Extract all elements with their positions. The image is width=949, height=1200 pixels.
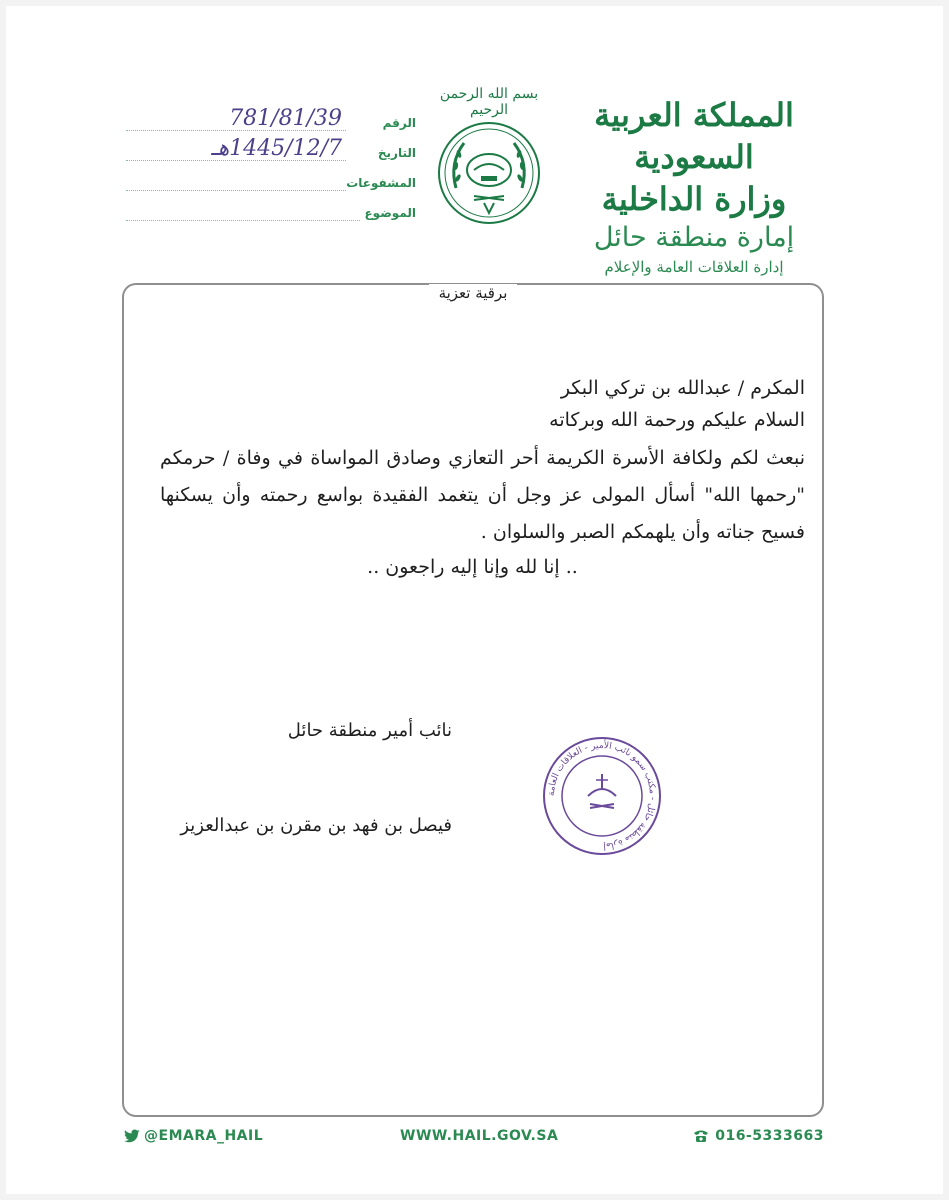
basmala: بسم الله الرحمن الرحيم [439,86,539,118]
meta-attachments-row [126,170,416,200]
phone-number: 016-5333663 [715,1128,824,1144]
twitter-icon [124,1129,140,1143]
number-value: 781/81/39 [229,106,342,131]
date-value: 1445/12/7هـ [211,136,342,161]
closing-line: .. إنا لله وإنا إليه راجعون .. [367,556,578,578]
footer [124,1128,824,1150]
official-stamp-icon [540,734,664,858]
greeting-line: السلام عليكم ورحمة الله وبركاته [549,409,805,431]
letterhead-organization [569,94,819,278]
recipient-line: المكرم / عبدالله بن تركي البكر [560,377,805,399]
letter-body [160,372,805,583]
date-label: التاريخ [377,146,416,160]
phone-icon [693,1129,709,1143]
condolence-paragraph: نبعث لكم ولكافة الأسرة الكريمة أحر التعازي وصادق المواساة في وفاة / حرمكم "رحمها الله" أسأل المولى عز وجل أن يتغمد الفقيدة بواسع رحمته وأن يسكنها فسيح جناته وأن يلهمكم الصبر والسلوان . [160,447,805,543]
website-link[interactable]: WWW.HAIL.GOV.SA [400,1128,559,1144]
department-name: إدارة العلاقات العامة والإعلام [604,258,784,276]
attachments-label: المشفوعات [346,176,416,190]
number-label: الرقم [382,116,416,130]
saudi-emblem-icon [434,118,544,228]
footer-phone [693,1128,824,1144]
footer-twitter[interactable] [124,1128,263,1144]
ministry-name: وزارة الداخلية [601,180,787,218]
signatory-name: فيصل بن فهد بن مقرن بن عبدالعزيز [180,815,452,836]
stamp-ring-text: إمارة منطقة حائل - مكتب سمو نائب الأمير - العلاقات العامة [546,740,658,851]
kingdom-name: المملكة العربية السعودية [594,96,794,176]
letter-title: برقية تعزية [122,284,824,302]
emirate-name: إمارة منطقة حائل [593,222,795,253]
meta-subject-row [126,200,416,230]
subject-label: الموضوع [364,206,416,220]
signatory-title: نائب أمير منطقة حائل [287,720,452,741]
twitter-handle: @EMARA_HAIL [144,1128,264,1144]
meta-date-row [126,136,416,170]
letter-meta [126,106,416,230]
